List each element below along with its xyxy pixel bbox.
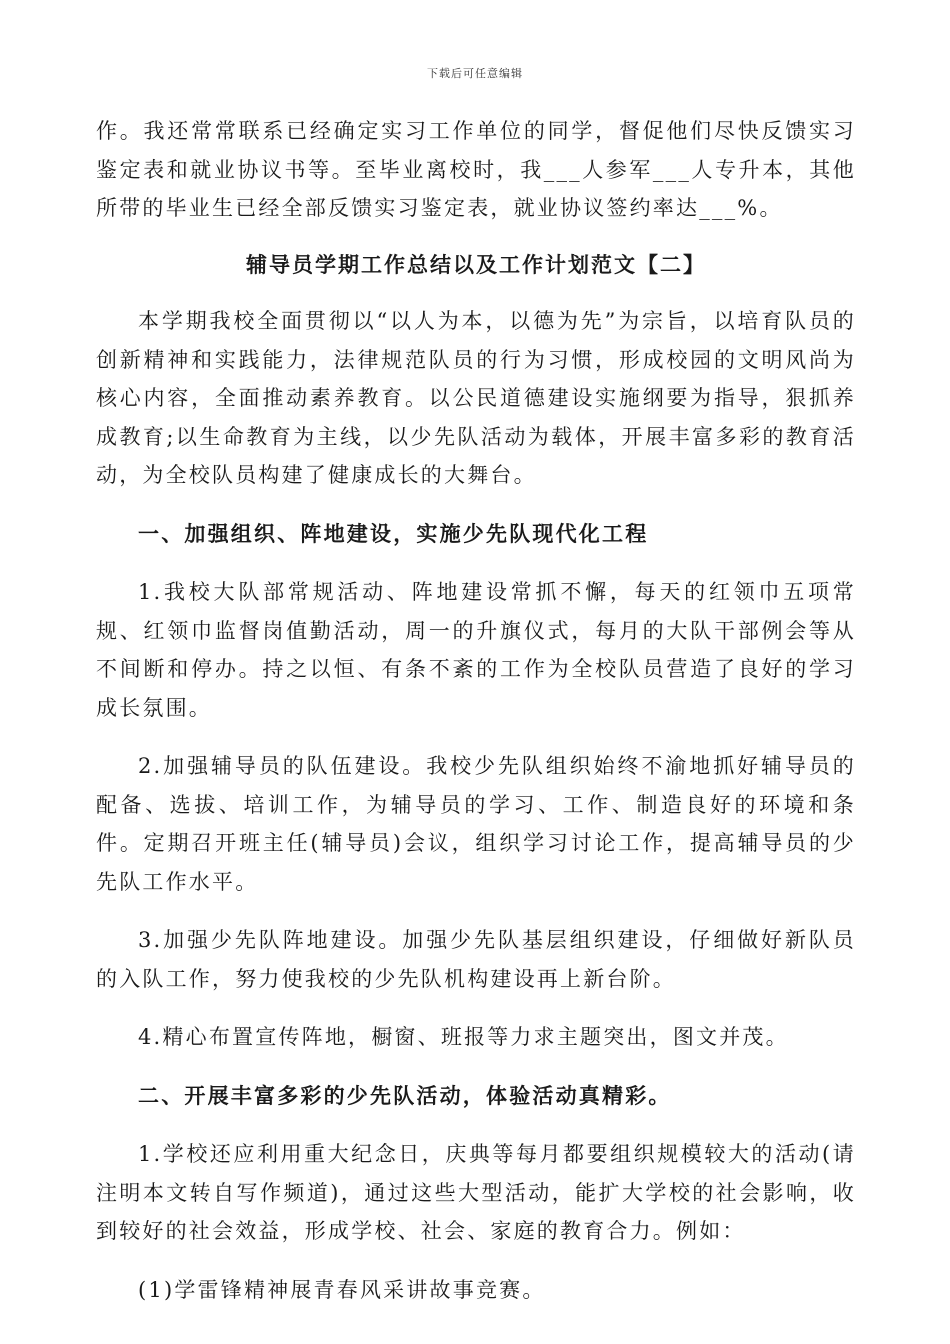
heading-one: 一、加强组织、阵地建设，实施少先队现代化工程 xyxy=(138,520,649,546)
header-note: 下载后可任意编辑 xyxy=(427,67,523,80)
heading-two: 二、开展丰富多彩的少先队活动，体验活动真精彩。 xyxy=(138,1082,672,1108)
paragraph-item-2: 2.加强辅导员的队伍建设。我校少先队组织始终不渝地抓好辅导员的配备、选拔、培训工作，为辅导员的学习、工作、制造良好的环境和条件。定期召开班主任(辅导员)会议，组织学习讨论工作，提高辅导员的少先队工作水平。 xyxy=(96,754,856,894)
document-body xyxy=(96,112,856,1309)
paragraph-item-4: 4.精心布置宣传阵地，橱窗、班报等力求主题突出，图文并茂。 xyxy=(138,1025,789,1049)
paragraph-item-1: 1.我校大队部常规活动、阵地建设常抓不懈，每天的红领巾五项常规、红领巾监督岗值勤活动，周一的升旗仪式，每月的大队干部例会等从不间断和停办。持之以恒、有条不紊的工作为全校队员营造了良好的学习成长氛围。 xyxy=(96,580,856,720)
paragraph-activity-1: 1.学校还应利用重大纪念日，庆典等每月都要组织规模较大的活动(请注明本文转自写作频道)，通过这些大型活动，能扩大学校的社会影响，收到较好的社会效益，形成学校、社会、家庭的教育合力。例如： xyxy=(96,1142,856,1243)
paragraph-intro: 本学期我校全面贯彻以“以人为本，以德为先”为宗旨，以培育队员的创新精神和实践能力，法律规范队员的行为习惯，形成校园的文明风尚为核心内容，全面推动素养教育。以公民道德建设实施纲要为指导，狠抓养成教育;以生命教育为主线，以少先队活动为载体，开展丰富多彩的教育活动，为全校队员构建了健康成长的大舞台。 xyxy=(96,309,856,487)
paragraph-activity-sub-1: (1)学雷锋精神展青春风采讲故事竞赛。 xyxy=(138,1277,546,1302)
paragraph-continued: 作。我还常常联系已经确定实习工作单位的同学，督促他们尽快反馈实习鉴定表和就业协议书等。至毕业离校时，我___人参军___人专升本，其他所带的毕业生已经全部反馈实习鉴定表，就业协议签约率达___%。 xyxy=(96,119,856,220)
section-title: 辅导员学期工作总结以及工作计划范文【二】 xyxy=(246,251,706,277)
paragraph-item-3: 3.加强少先队阵地建设。加强少先队基层组织建设，仔细做好新队员的入队工作，努力使我校的少先队机构建设再上新台阶。 xyxy=(96,928,856,991)
